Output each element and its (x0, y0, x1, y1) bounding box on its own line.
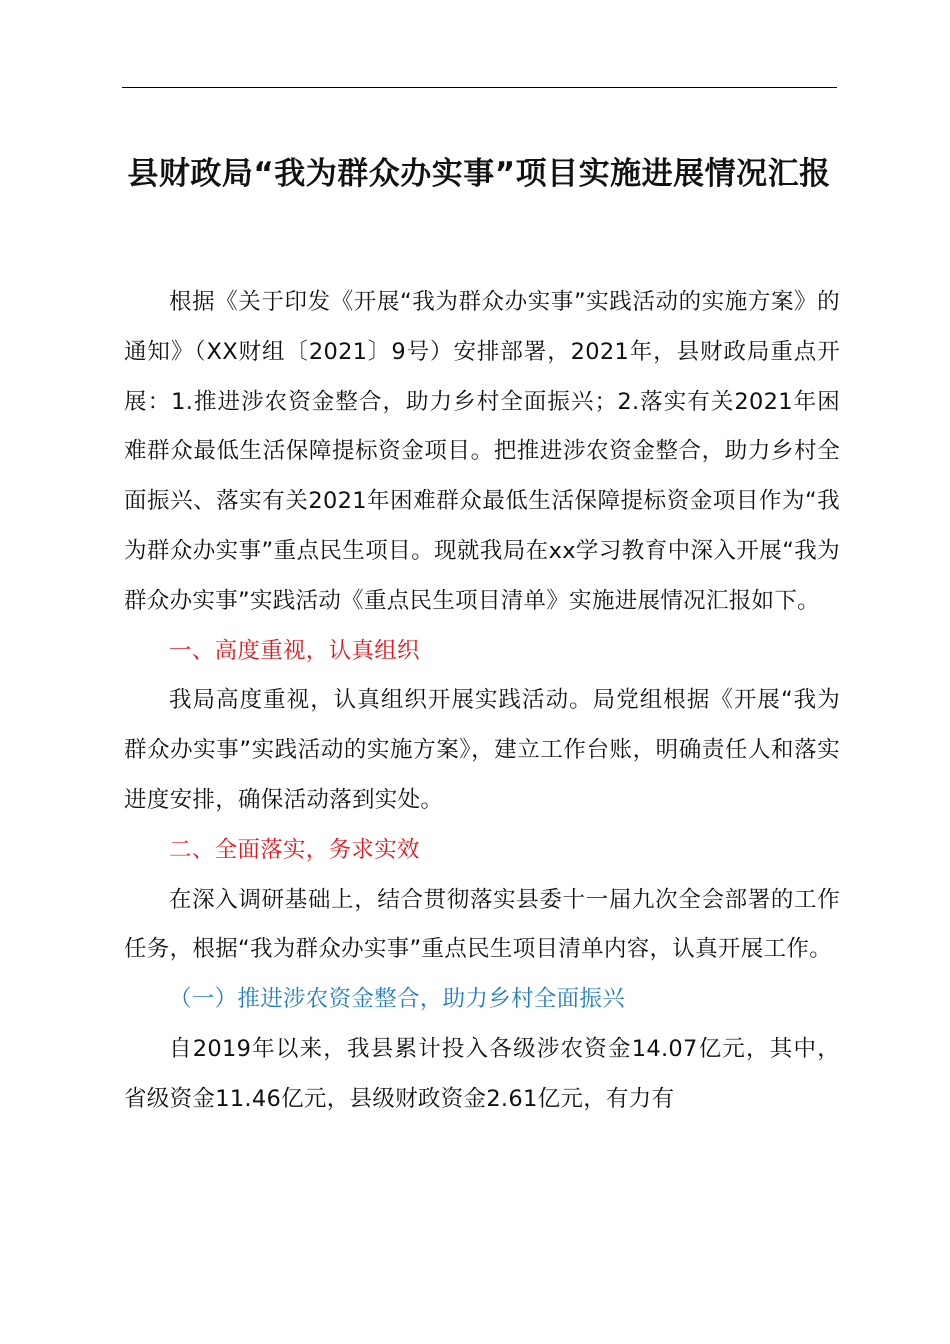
document-title: 县财政局“我为群众办实事”项目实施进展情况汇报 (127, 156, 831, 192)
subsection-heading-1: （一）推进涉农资金整合，助力乡村全面振兴 (169, 986, 626, 1013)
subsection-1-paragraph: 自2019年以来，我县累计投入各级涉农资金14.07亿元，其中，省级资金11.46亿元，县级财政资金2.61亿元，有力有 (124, 1035, 840, 1112)
section-2-paragraph: 在深入调研基础上，结合贯彻落实县委十一届九次全会部署的工作任务，根据“我为群众办实事”重点民生项目清单内容，认真开展工作。 (124, 886, 840, 963)
intro-paragraph: 根据《关于印发《开展“我为群众办实事”实践活动的实施方案》的通知》（XX财组〔2021〕9号）安排部署，2021年，县财政局重点开展：1.推进涉农资金整合，助力乡村全面振兴；2.落实有关2021年困难群众最低生活保障提标资金项目。把推进涉农资金整合，助力乡村全面振兴、落实有关2021年困难群众最低生活保障提标资金项目作为“我为群众办实事”重点民生项目。现就我局在xx学习教育中深入开展“我为群众办实事”实践活动《重点民生项目清单》实施进展情况汇报如下。 (124, 289, 840, 614)
header-rule (122, 87, 837, 88)
section-heading-1: 一、高度重视，认真组织 (169, 637, 420, 664)
section-heading-2: 二、全面落实，务求实效 (169, 836, 420, 863)
section-1-paragraph: 我局高度重视，认真组织开展实践活动。局党组根据《开展“我为群众办实事”实践活动的实施方案》，建立工作台账，明确责任人和落实进度安排，确保活动落到实处。 (124, 687, 840, 813)
document-body (124, 278, 840, 1125)
